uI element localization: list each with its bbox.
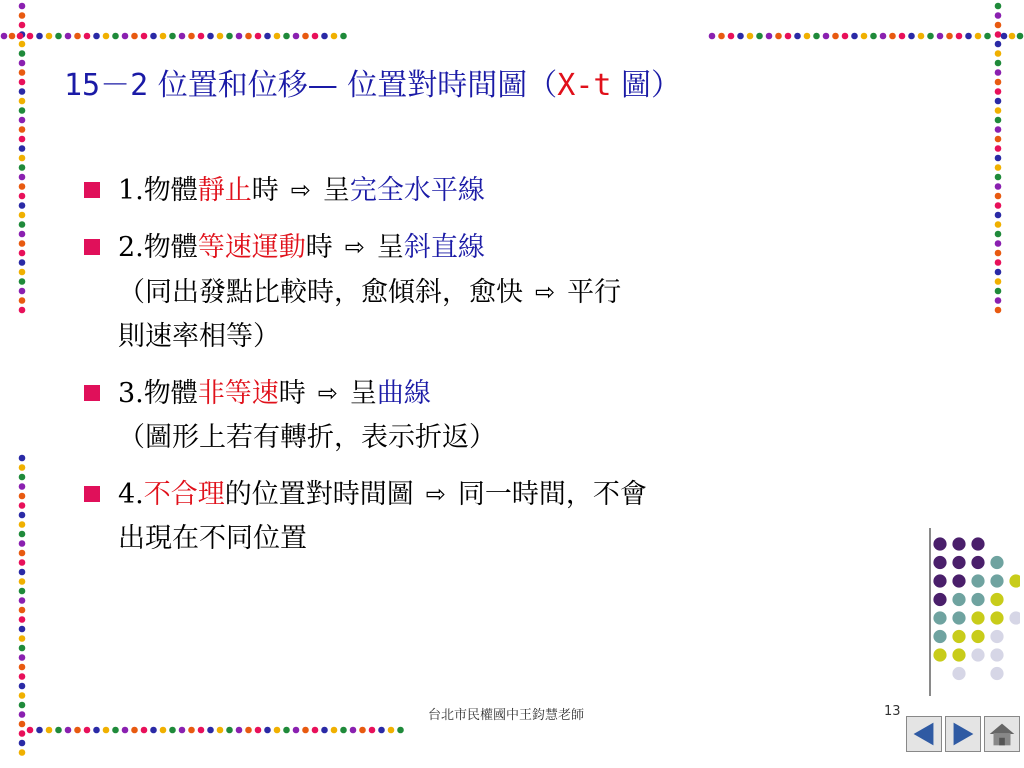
home-button[interactable] xyxy=(984,716,1020,752)
bullet-square-icon xyxy=(84,182,100,198)
bullet-text: 的位置對時間圖 xyxy=(224,479,414,510)
title-end: 圖） xyxy=(611,68,682,103)
bullet-text: 時 xyxy=(251,175,279,206)
bullet-square-icon xyxy=(84,239,100,255)
previous-slide-button[interactable] xyxy=(906,716,942,752)
bullet-item-1 xyxy=(84,168,914,213)
emphasis-red: 不合理 xyxy=(143,479,225,510)
bullet-number: 2. xyxy=(118,232,144,263)
bullet-text: 呈 xyxy=(349,378,377,409)
next-slide-button[interactable] xyxy=(945,716,981,752)
emphasis-red: 等速運動 xyxy=(197,232,306,263)
triangle-left-icon xyxy=(907,717,941,751)
outlined-right-arrow-icon: ⇨ xyxy=(317,379,338,407)
bullet-number: 4. xyxy=(118,479,144,510)
bullet-text: 物體 xyxy=(143,175,198,206)
bullet-square-icon xyxy=(84,385,100,401)
bullet-subtext: 出現在不同位置 xyxy=(118,523,307,554)
emphasis-blue: 斜直線 xyxy=(403,232,485,263)
bullet-text: 同一時間，不會 xyxy=(457,479,647,510)
bullet-subtext: 平行 xyxy=(567,277,622,308)
slide-title xyxy=(64,60,681,104)
title-text: 位置和位移— 位置對時間圖（ xyxy=(157,68,558,103)
bullet-text: 時 xyxy=(278,378,306,409)
bullet-subtext: 則速率相等） xyxy=(118,321,280,352)
bullet-text: 呈 xyxy=(376,232,404,263)
bullet-number: 3. xyxy=(118,378,144,409)
bullet-number: 1. xyxy=(118,175,144,206)
house-icon xyxy=(985,717,1019,751)
bullet-item-4 xyxy=(84,472,914,561)
bullet-text: 時 xyxy=(305,232,333,263)
bullet-square-icon xyxy=(84,486,100,502)
outlined-right-arrow-icon: ⇨ xyxy=(290,176,311,204)
slide-number: 13 xyxy=(884,704,901,719)
bullet-subtext: （圖形上若有轉折，表示折返） xyxy=(118,422,496,453)
title-xt: X-t xyxy=(557,68,612,103)
bullet-item-3 xyxy=(84,371,914,460)
outlined-right-arrow-icon: ⇨ xyxy=(344,233,365,261)
decorative-dot-grid xyxy=(930,536,1020,686)
bullet-text: 物體 xyxy=(143,232,198,263)
emphasis-blue: 曲線 xyxy=(376,378,431,409)
footer-author: 台北市民權國中王鈞慧老師 xyxy=(428,708,585,723)
bullet-text: 物體 xyxy=(143,378,198,409)
bullet-subtext: （同出發點比較時，愈傾斜，愈快 xyxy=(118,277,523,308)
emphasis-red: 靜止 xyxy=(197,175,252,206)
emphasis-blue: 完全水平線 xyxy=(349,175,485,206)
title-number: 15－2 xyxy=(64,68,149,103)
outlined-right-arrow-icon: ⇨ xyxy=(425,480,446,508)
bullet-list xyxy=(84,168,914,573)
emphasis-red: 非等速 xyxy=(197,378,279,409)
bullet-text: 呈 xyxy=(322,175,350,206)
outlined-right-arrow-icon: ⇨ xyxy=(535,278,556,306)
bullet-item-2 xyxy=(84,225,914,359)
triangle-right-icon xyxy=(946,717,980,751)
